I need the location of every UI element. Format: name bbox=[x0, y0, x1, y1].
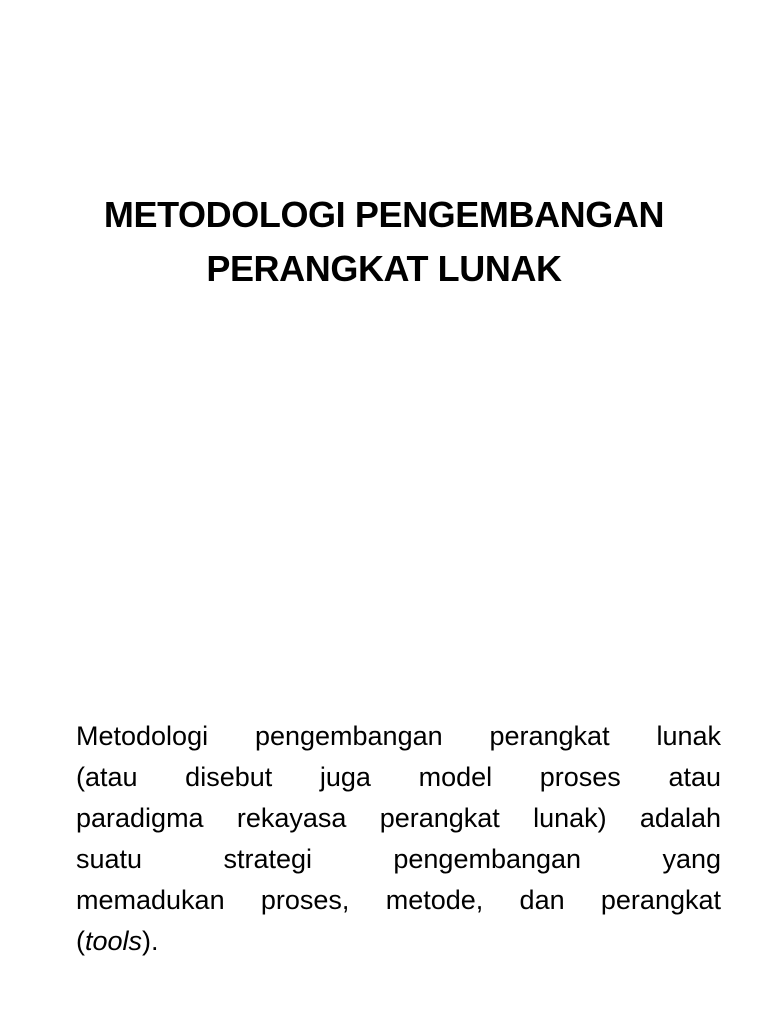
body-line-6 bbox=[76, 921, 721, 962]
body-line-6-italic-term: tools bbox=[85, 926, 143, 956]
body-line-1: Metodologi pengembangan perangkat lunak bbox=[76, 721, 721, 751]
title-line-2: PERANGKAT LUNAK bbox=[206, 248, 562, 289]
body-line-3: paradigma rekayasa perangkat lunak) adalah bbox=[76, 803, 721, 833]
body-line-4: suatu strategi pengembangan yang bbox=[76, 844, 721, 874]
body-paragraph bbox=[76, 716, 721, 962]
slide-title bbox=[40, 188, 728, 296]
body-line-2: (atau disebut juga model proses atau bbox=[76, 762, 721, 792]
title-line-1: METODOLOGI PENGEMBANGAN bbox=[103, 194, 665, 235]
body-line-6-close: ). bbox=[142, 926, 159, 956]
body-line-6-open: ( bbox=[76, 926, 85, 956]
body-line-5: memadukan proses, metode, dan perangkat bbox=[76, 885, 721, 915]
